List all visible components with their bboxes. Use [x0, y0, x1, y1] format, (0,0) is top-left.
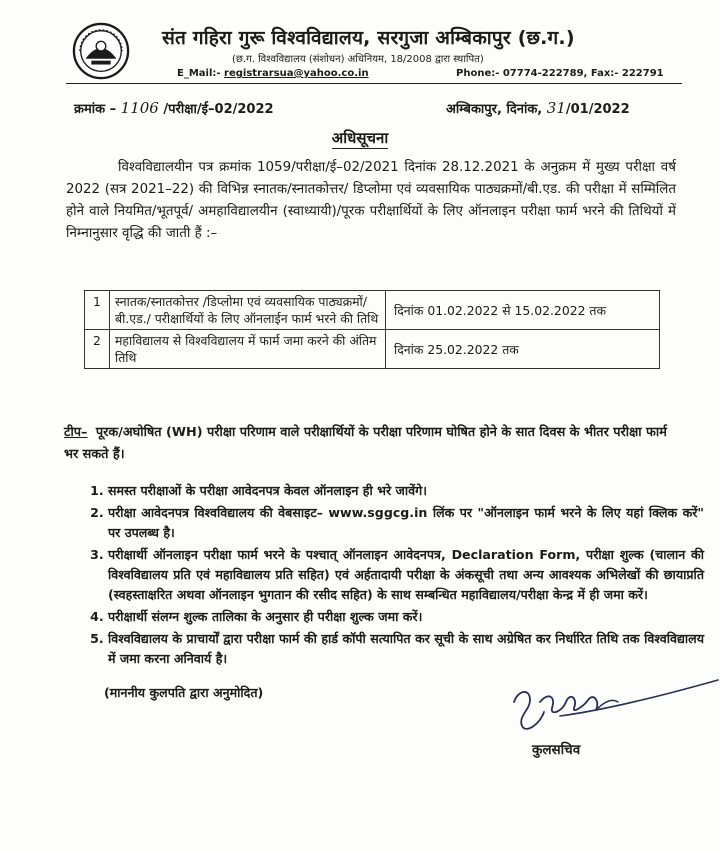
reference-prefix: क्रमांक – [74, 102, 117, 117]
university-seal-icon [72, 22, 130, 80]
date-suffix: /01/2022 [565, 102, 630, 117]
list-item: 4. परीक्षार्थी संलग्न शुल्क तालिका के अनुसार ही परीक्षा शुल्क जमा करें। [108, 607, 704, 627]
place-date [446, 99, 630, 117]
email-address: registrarsua@yahoo.co.in [224, 68, 369, 79]
instruction-list [82, 481, 704, 671]
row-date: दिनांक 25.02.2022 तक [386, 330, 660, 369]
intro-paragraph: विश्वविद्यालयीन पत्र क्रमांक 1059/परीक्षा/ई–02/2021 दिनांक 28.12.2021 के अनुक्रम में मुख्य परीक्षा वर्ष 2022 (सत्र 2021–22) की विभिन्न स्नातक/स्नातकोत्तर/ डिप्लोमा एवं व्यवसायिक पाठ्यक्रमों/बी.एड. की परीक्षा में सम्मिलित होने वाले नियमित/भूतपूर्व/ अमहाविद्यालयीन (स्वाध्यायी)/पूरक परीक्षार्थियों के लिए ऑनलाइन परीक्षा फार्म भरने की तिथियों में निम्नानुसार वृद्धि की जाती हैं :– [66, 160, 676, 241]
table-row [85, 291, 660, 330]
university-name: संत गहिरा गुरू विश्वविद्यालय, सरगुजा अम्बिकापुर (छ.ग.) [162, 27, 575, 49]
email-label: E_Mail:- [177, 68, 221, 79]
list-item: 5. विश्वविद्यालय के प्राचार्यों द्वारा परीक्षा फार्म की हार्ड कॉपी सत्यापित कर सूची के साथ अग्रेषित कर निर्धारित तिथि तक विश्वविद्यालय में जमा करना अनिवार्य है। [108, 629, 704, 669]
approval-note: (माननीय कुलपति द्वारा अनुमोदित) [104, 685, 264, 700]
row-date: दिनांक 01.02.2022 से 15.02.2022 तक [386, 291, 660, 330]
row-description: स्नातक/स्नातकोत्तर /डिप्लोमा एवं व्यवसायिक पाठ्यक्रमों/बी.एड./ परीक्षार्थियों के लिए ऑनलाईन फार्म भरने की तिथि [110, 291, 386, 330]
row-number: 1 [85, 291, 110, 330]
phone-fax: Phone:- 07774-222789, Fax:- 222791 [456, 68, 664, 79]
header-divider [66, 83, 682, 84]
row-number: 2 [85, 330, 110, 369]
note-block [64, 422, 676, 466]
registrar-title: कुलसचिव [532, 742, 581, 758]
establishment-act: (छ.ग. विश्वविद्यालय (संशोधन) अधिनियम, 18/2008 द्वारा स्थापित) [232, 54, 484, 65]
row-description: महाविद्यालय से विश्वविद्यालय में फार्म जमा करने की अंतिम तिथि [110, 330, 386, 369]
note-text: पूरक/अघोषित (WH) परीक्षा परिणाम वाले परीक्षार्थियों के परीक्षा परिणाम घोषित होने के सात दिवस के भीतर परीक्षा फार्म भर सकते हैं। [64, 425, 667, 462]
reference-handwritten-number: 1106 [120, 99, 159, 117]
table-row [85, 330, 660, 369]
place-prefix: अम्बिकापुर, दिनांक, [446, 102, 543, 117]
note-label: टीप– [64, 425, 88, 440]
list-item: 3. परीक्षार्थी ऑनलाइन परीक्षा फार्म भरने के पश्चात् ऑनलाइन आवेदनपत्र, Declaration Form, परीक्षा शुल्क (चालान की विश्वविद्यालय प्रति एवं महाविद्यालय प्रति सहित) एवं अर्हतादायी परीक्षा के अंकसूची तथा अन्य आवश्यक अभिलेखों की छायाप्रति (स्वहस्ताक्षरित अथवा ऑनलाइन भुगतान की रसीद सहित) के साथ सम्बन्धित महाविद्यालय/परीक्षा केन्द्र में ही जमा करें। [108, 545, 704, 605]
schedule-table [84, 290, 660, 369]
notification-title [0, 128, 720, 148]
handwritten-day: 31 [546, 99, 566, 117]
list-item: 1. समस्त परीक्षाओं के परीक्षा आवेदनपत्र केवल ऑनलाइन ही भरे जावेंगे। [108, 481, 704, 501]
list-item: 2. परीक्षा आवेदनपत्र विश्वविद्यालय की वेबसाइट– www.sggcg.in लिंक पर "ऑनलाइन फार्म भरने के लिए यहां क्लिक करें" पर उपलब्ध है। [108, 503, 704, 543]
reference-number [74, 99, 274, 117]
email-line [177, 68, 369, 79]
notification-title-text: अधिसूचना [331, 129, 389, 147]
reference-suffix: /परीक्षा/ई–02/2022 [163, 102, 274, 117]
